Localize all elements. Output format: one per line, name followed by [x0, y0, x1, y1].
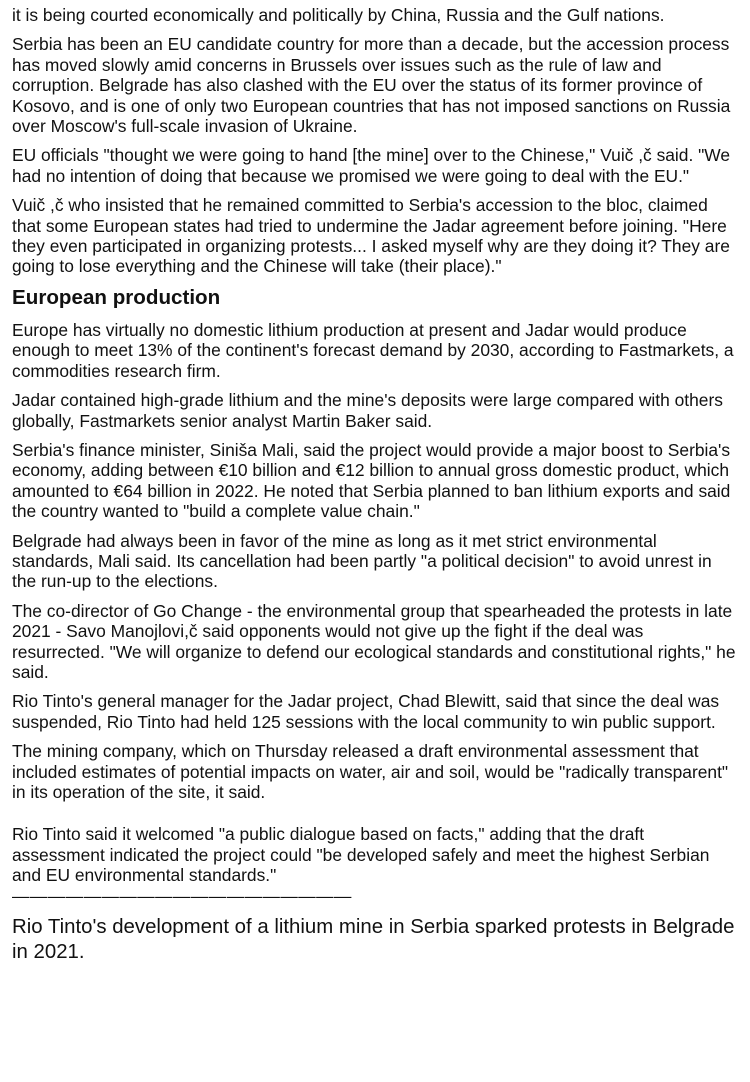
article-paragraph: Serbia has been an EU candidate country for more than a decade, but the accession process has moved slowly amid concerns in Brussels over issues such as the rule of law and corruption. Belgrade has also clashed with the EU over the status of its former province of Kosovo, and is one of only two European countries that has not imposed sanctions on Russia over Moscow's full-scale invasion of Ukraine.	[12, 34, 731, 137]
section-heading: European production	[12, 285, 221, 309]
article-paragraph: Serbia's finance minister, Siniša Mali, said the project would provide a major boost to Serbia's economy, adding between €10 billion and €12 billion to annual gross domestic product, which amounted to €64 billion in 2022. He noted that Serbia planned to ban lithium exports and said the country wanted to "build a complete value chain."	[12, 439, 731, 522]
article-paragraph: The co-director of Go Change - the environmental group that spearheaded the protests in late 2021 - Savo Manojlovi,č said opponents would not give up the fight if the deal was resurrected. "We will organize to defend our ecological standards and constitutional rights," he said.	[12, 600, 736, 682]
article-paragraph: EU officials "thought we were going to hand [the mine] over to the Chinese," Vuič ,č said. "We had no intention of doing that because we promised we were going to deal with the EU."	[12, 145, 731, 186]
article-paragraph: Europe has virtually no domestic lithium production at present and Jadar would produce enough to meet 13% of the continent's forecast demand by 2030, according to Fastmarkets, a commodities research firm.	[12, 319, 734, 381]
image-caption: Rio Tinto's development of a lithium mine in Serbia sparked protests in Belgrade in 2021.	[12, 915, 735, 963]
article-paragraph: Belgrade had always been in favor of the mine as long as it met strict environmental standards, Mali said. Its cancellation had been partly "a political decision" to avoid unrest in the run-up to the elections.	[12, 530, 712, 592]
article-paragraph: Rio Tinto said it welcomed "a public dialogue based on facts," adding that the draft assessment indicated the project could "be developed safely and meet the highest Serbian and EU environmental standards."	[12, 824, 710, 886]
article-paragraph: Jadar contained high-grade lithium and the mine's deposits were large compared with others globally, Fastmarkets senior analyst Martin Baker said.	[12, 390, 723, 431]
article-paragraph: Vuič ,č who insisted that he remained committed to Serbia's accession to the bloc, claimed that some European states had tried to undermine the Jadar agreement before joining. "Here they even participated in organizing protests... I asked myself why are they doing it? They are going to lose everything and the Chinese will take (their place)."	[12, 195, 730, 277]
divider: ———————————————————	[12, 885, 352, 906]
article-paragraph: The mining company, which on Thursday released a draft environmental assessment that included estimates of potential impacts on water, air and soil, would be "radically transparent" in its operation of the site, it said.	[12, 741, 729, 802]
article-paragraph: it is being courted economically and politically by China, Russia and the Gulf nations.	[12, 5, 665, 25]
article-paragraph: Rio Tinto's general manager for the Jadar project, Chad Blewitt, said that since the deal was suspended, Rio Tinto had held 125 sessions with the local community to win public support.	[12, 691, 720, 732]
